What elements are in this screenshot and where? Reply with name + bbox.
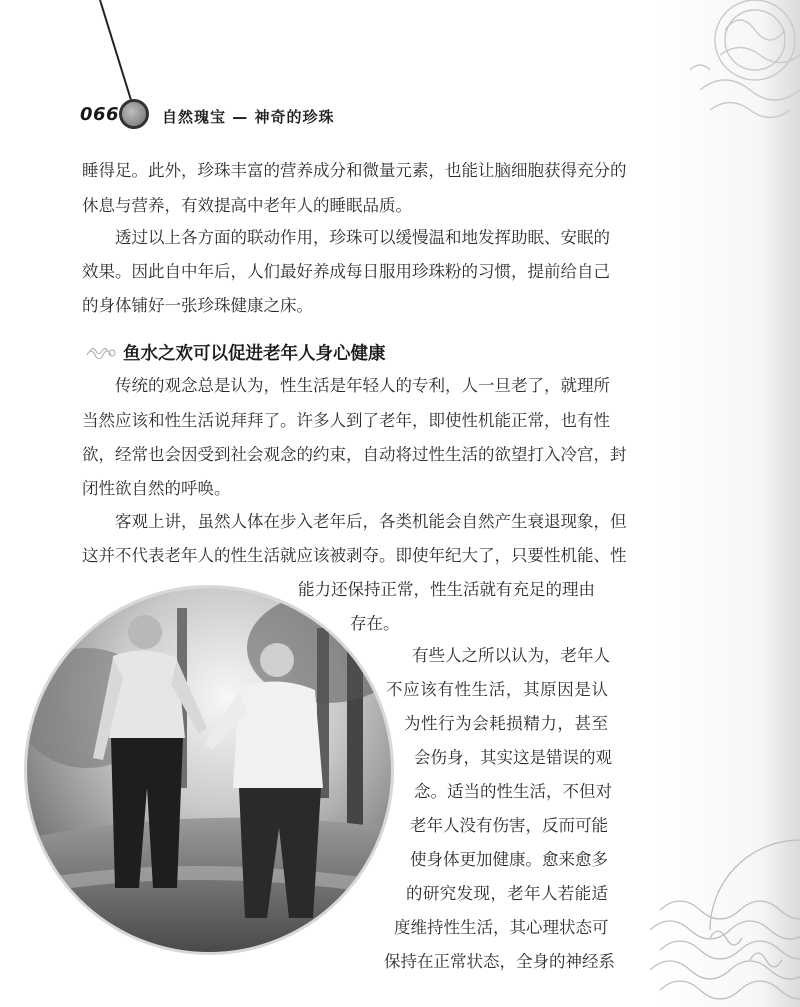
- paragraph-line: 传统的观念总是认为，性生活是年轻人的专利，人一旦老了，就理所: [115, 376, 610, 395]
- header-circle-icon: [119, 99, 149, 129]
- paragraph-line: 保持在正常状态，全身的神经系: [384, 952, 615, 971]
- paragraph-line: 闭性欲自然的呼唤。: [82, 479, 231, 498]
- book-title: 自然瑰宝 — 神奇的珍珠: [162, 108, 335, 126]
- paragraph-line: 客观上讲，虽然人体在步入老年后，各类机能会自然产生衰退现象，但: [115, 512, 627, 531]
- paragraph-line: 不应该有性生活，其原因是认: [386, 680, 608, 699]
- paragraph-line: 能力还保持正常，性生活就有充足的理由: [298, 580, 595, 599]
- wave-ornament-bottom-right: [650, 820, 800, 1007]
- paragraph-line: 存在。: [350, 614, 400, 633]
- running-header: [72, 97, 672, 137]
- paragraph-line: 为性行为会耗损精力，甚至: [404, 714, 608, 733]
- photo-illustration: [27, 588, 391, 952]
- paragraph-line: 睡得足。此外，珍珠丰富的营养成分和微量元素，也能让脑细胞获得充分的: [82, 161, 627, 180]
- ornament-top-right: [680, 0, 800, 130]
- section-ornament-icon: [86, 345, 116, 359]
- paragraph-line: 这并不代表老年人的性生活就应该被剥夺。即使年纪大了，只要性机能、性: [82, 546, 627, 565]
- section-title: 鱼水之欢可以促进老年人身心健康: [123, 344, 386, 364]
- paragraph-line: 欲，经常也会因受到社会观念的约束，自动将过性生活的欲望打入冷宫，封: [82, 445, 627, 464]
- paragraph-line: 度维持性生活，其心理状态可: [394, 918, 609, 937]
- paragraph-line: 的身体铺好一张珍珠健康之床。: [82, 296, 313, 315]
- paragraph-line: 老年人没有伤害，反而可能: [410, 816, 608, 835]
- paragraph-line: 效果。因此自中年后，人们最好养成每日服用珍珠粉的习惯，提前给自己: [82, 262, 610, 281]
- paragraph-line: 有些人之所以认为，老年人: [412, 646, 610, 665]
- paragraph-line: 当然应该和性生活说拜拜了。许多人到了老年，即使性机能正常，也有性: [82, 411, 610, 430]
- page-number: 066: [80, 104, 120, 125]
- paragraph-line: 休息与营养，有效提高中老年人的睡眠品质。: [82, 196, 412, 215]
- paragraph-line: 念。适当的性生活，不但对: [414, 782, 612, 801]
- section-heading: [86, 338, 506, 366]
- paragraph-line: 使身体更加健康。愈来愈多: [410, 850, 608, 869]
- paragraph-line: 透过以上各方面的联动作用，珍珠可以缓慢温和地发挥助眠、安眠的: [115, 228, 610, 247]
- elderly-couple-photo: [24, 585, 394, 955]
- paragraph-line: 会伤身，其实这是错误的观: [414, 748, 612, 767]
- paragraph-line: 的研究发现，老年人若能适: [406, 884, 608, 903]
